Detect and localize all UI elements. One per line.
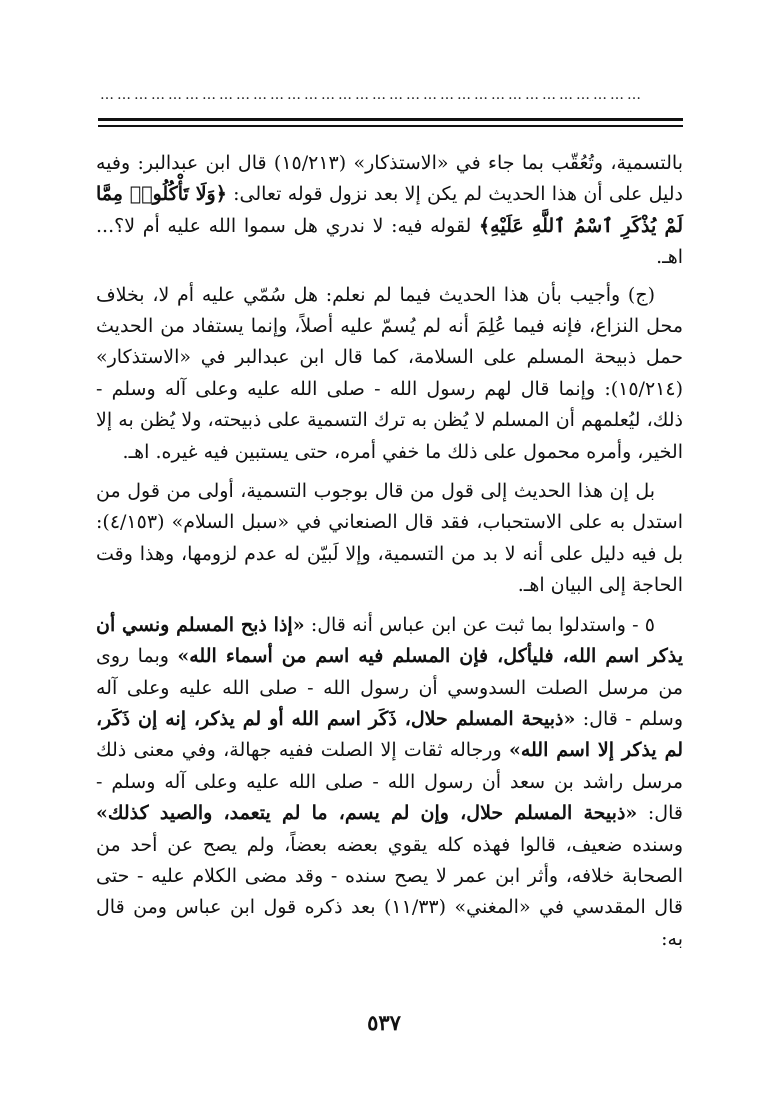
paragraph-2: (ج) وأجيب بأن هذا الحديث فيما لم نعلم: هل سُمّي عليه أم لا، بخلاف محل النزاع، فإنه فيما عُلِمَ أنه لم يُسمّ عليه أصلاً، وإنما يستفاد من الحديث حمل ذبيحة المسلم على السلامة، كما قال ابن عبدالبر في «الاستذكار» (١٥/٢١٤): وإنما قال لهم رسول الله - صلى الله عليه وعلى آله وسلم - ذلك، ليُعلمهم أن المسلم لا يُظن به ترك التسمية على ذبيحته، ولا يُظن به إلا الخير، وأمره محمول على ذلك ما خفي أمره، حتى يستبين فيه غيره. اهـ. (96, 283, 683, 463)
paragraph-4 (96, 610, 683, 955)
ibn-abbas-quote: «إذا ذبح المسلم ونسي أن يذكر اسم الله، فليأكل، فإن المسلم فيه اسم من أسماء الله» (96, 613, 683, 668)
header-rule-thin (98, 125, 683, 127)
quran-verse: ﴿وَلَا تَأْكُلُوا۟ مِمَّا لَمْ يُذْكَرِ ٱسْمُ ٱللَّهِ عَلَيْهِ﴾ (96, 183, 683, 237)
hadith-quote-2: «ذبيحة المسلم حلال، وإن لم يسم، ما لم يتعمد، والصيد كذلك» (96, 802, 638, 825)
paragraph-3: بل إن هذا الحديث إلى قول من قال بوجوب التسمية، أولى من قول من استدل به على الاستحباب، فقد قال الصنعاني في «سبل السلام» (٤/١٥٣): بل فيه دليل على أنه لا بد من التسمية، وإلا لَبيّن له عدم لزومها، وهذا وقت الحاجة إلى البيان اهـ. (96, 480, 683, 597)
body-text (96, 148, 683, 963)
paragraph-1-text-a: بالتسمية، وتُعُقّب بما جاء في «الاستذكار» (١٥/٢١٣) قال ابن عبدالبر: وفيه دليل على أن هذا الحديث لم يكن إلا بعد نزول قوله تعالى: (96, 152, 684, 206)
paragraph-1 (96, 148, 683, 274)
paragraph-4-text-a: ٥ - واستدلوا بما ثبت عن ابن عباس أنه قال: (304, 613, 655, 636)
page-number: ٥٣٧ (367, 1010, 401, 1035)
paragraph-4-text-e: ورجاله ثقات إلا الصلت ففيه جهالة، وفي معنى ذلك مرسل راشد بن سعد أن رسول الله - صلى الله عليه وعلى آله وسلم - قال: (96, 739, 683, 825)
header-dotted-line: …………………………………………………………………………………… (100, 90, 644, 100)
paragraph-1-text-b: لقوله فيه: لا ندري هل سموا الله عليه أم لا؟... اهـ. (96, 214, 683, 269)
paragraph-4-text-c: وبما روى من مرسل الصلت السدوسي أن رسول الله - صلى الله عليه وعلى آله وسلم - قال: (96, 645, 683, 730)
hadith-quote-1: «ذبيحة المسلم حلال، ذَكَر اسم الله أو لم يذكر، إنه إن ذَكَر، لم يذكر إلا اسم الله» (96, 707, 683, 762)
paragraph-4-text-g: وسنده ضعيف، قالوا فهذه كله يقوي بعضه بعضاً، ولم يصح عن أحد من الصحابة خلافه، وأثر ابن عمر لا يصح سنده - وقد مضى الكلام عليه - حتى قال المقدسي في «المغني» (١١/٣٣) بعد ذكره قول ابن عباس ومن قال به: (96, 833, 683, 950)
header-rule-thick (98, 118, 683, 121)
